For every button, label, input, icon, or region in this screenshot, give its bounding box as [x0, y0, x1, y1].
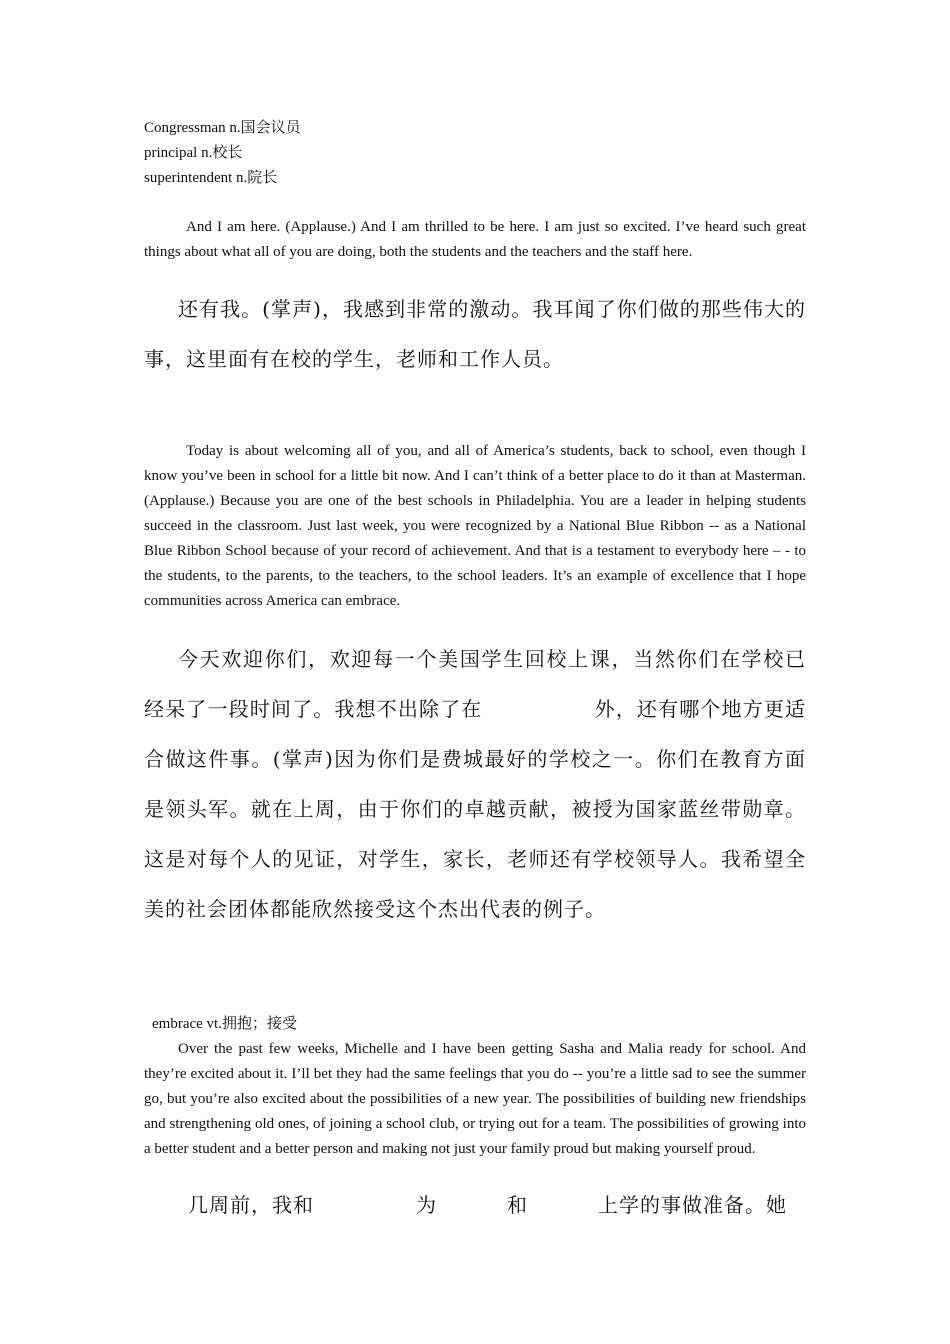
paragraph-3-english: Over the past few weeks, Michelle and I have been getting Sasha and Malia ready for school. And they’re excited about it. I’ll bet they had the same feelings that you do -- you’re a little sad to see the summer go, but you’re also excited about the possibilities of a new year. The possibilities of building new friendships and strengthening old ones, of joining a school club, or trying out for a team. The possibilities of growing into a better student and a better person and making not just your family proud but making yourself proud.: [144, 1041, 806, 1157]
paragraph-1-english: And I am here. (Applause.) And I am thrilled to be here. I am just so excited. I’ve heard such great things about what all of you are doing, both the students and the teachers and the staff here.: [144, 219, 806, 260]
paragraph-3-chinese: [144, 1180, 806, 1230]
paragraph-2-chinese-part-b: 外，还有哪个地方更适合做这件事。(掌声)因为你们是费城最好的学校之一。你们在教育方面是领头军。就在上周，由于你们的卓越贡献，被授为国家蓝丝带勋章。这是对每个人的见证，对学生，家长，老师还有学校领导人。我希望全美的社会团体都能欣然接受这个杰出代表的例子。: [144, 697, 807, 921]
paragraph-3-chinese-part-c: 和: [507, 1193, 528, 1217]
paragraph-3-chinese-part-d: 上学的事做准备。她: [598, 1193, 787, 1217]
vocab-principal: principal n.校长: [144, 145, 243, 161]
vocab-embrace: embrace vt.拥抱；接受: [152, 1016, 297, 1032]
paragraph-2-chinese-part-a: 今天欢迎你们，欢迎每一个美国学生回校上课，当然你们在学校已经呆了一段时间了。我想不出除了在: [144, 647, 806, 721]
vocab-superintendent: superintendent n.院长: [144, 170, 278, 186]
paragraph-2-english: Today is about welcoming all of you, and all of America’s students, back to school, even though I know you’ve been in school for a little bit now. And I can’t think of a better place to do it than at Masterman. (Applause.) Because you are one of the best schools in Philadelphia. You are a leader in helping students succeed in the classroom. Just last week, you were recognized by a National Blue Ribbon -- as a National Blue Ribbon School because of your record of achievement. And that is a testament to everybody here – - to the students, to the parents, to the teachers, to the school leaders. It’s an example of excellence that I hope communities across America can embrace.: [144, 443, 806, 609]
vocab-congressman: Congressman n.国会议员: [144, 120, 301, 136]
paragraph-1-chinese: 还有我。(掌声)，我感到非常的激动。我耳闻了你们做的那些伟大的事，这里面有在校的学生，老师和工作人员。: [144, 297, 806, 371]
paragraph-2-chinese: [144, 634, 806, 934]
paragraph-3-chinese-part-a: 几周前，我和: [188, 1193, 314, 1217]
paragraph-3-chinese-part-b: 为: [416, 1193, 437, 1217]
